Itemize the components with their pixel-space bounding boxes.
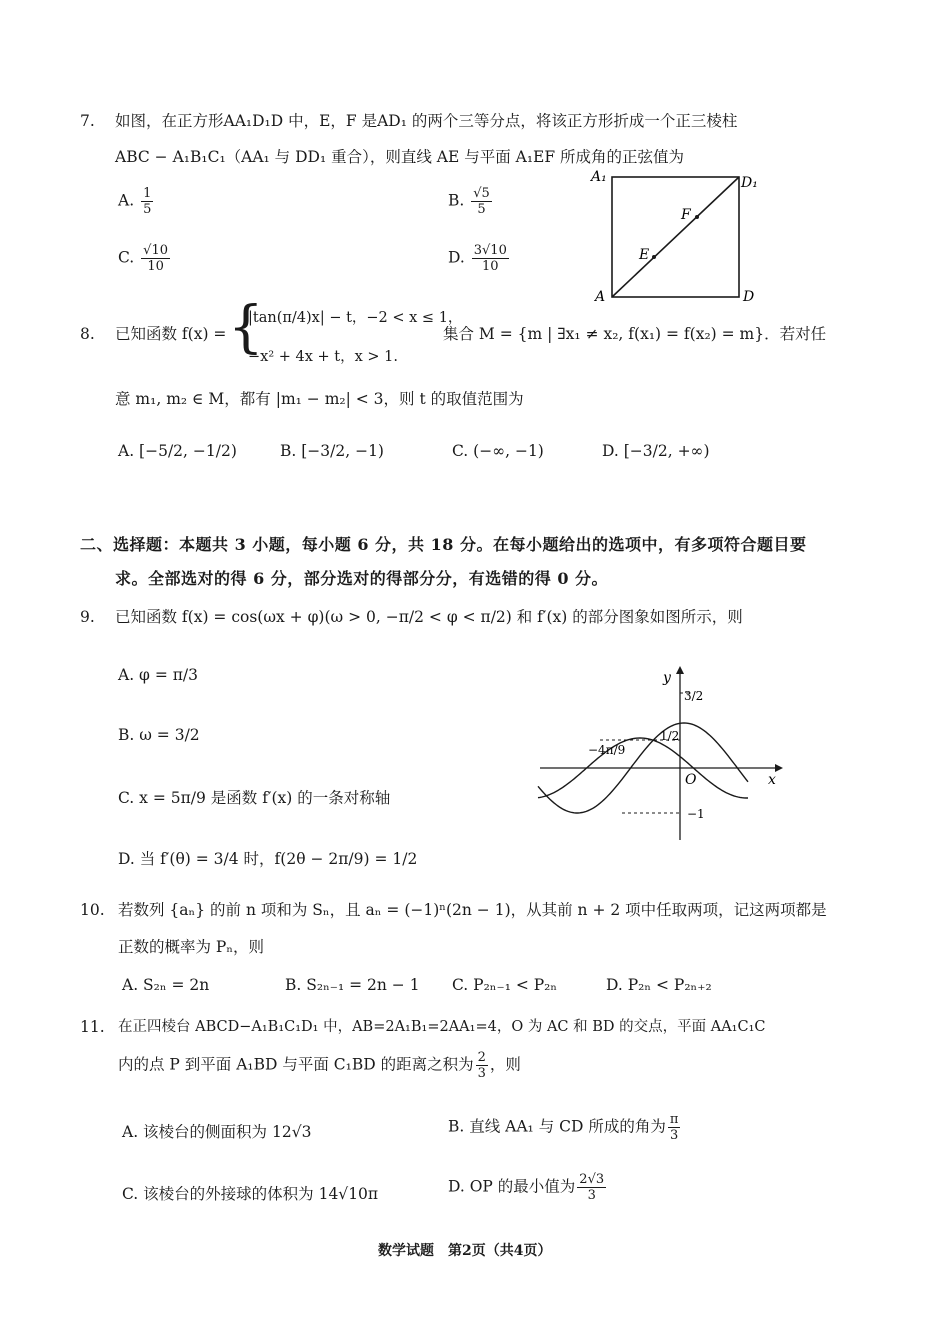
q8-set-text: 集合 M = {m | ∃x₁ ≠ x₂, f(x₁) = f(x₂) = m}．若对任 bbox=[443, 325, 827, 343]
graph-label-o: O bbox=[685, 772, 697, 788]
q11-option-b-text: B. 直线 AA₁ 与 CD 所成的角为 bbox=[448, 1117, 666, 1136]
y-axis-arrow bbox=[676, 666, 684, 674]
label-d1: D₁ bbox=[741, 175, 758, 191]
q8-case1: |tan(π/4)x| − t，−2 < x ≤ 1， bbox=[248, 310, 463, 326]
q7-option-d bbox=[448, 243, 511, 274]
graph-label-3-2: 3/2 bbox=[684, 689, 704, 703]
q7-option-c-label: C. bbox=[118, 248, 135, 267]
q7-stem-line1: 如图，在正方形AA₁D₁D 中，E，F 是AD₁ 的两个三等分点，将该正方形折成一个正三棱柱 bbox=[115, 112, 738, 130]
x-axis-arrow bbox=[775, 764, 783, 772]
q11-option-d-text: D. OP 的最小值为 bbox=[448, 1177, 576, 1196]
q7-option-d-fraction: $\frac{3√10}{10}$ bbox=[473, 243, 507, 274]
q8-lead: 已知函数 f(x) = bbox=[115, 325, 227, 343]
q7-option-a bbox=[118, 186, 155, 217]
q9-stem: 已知函数 f(x) = cos(ωx + φ)(ω > 0, −π/2 < φ < π/2) 和 f′(x) 的部分图象如图所示，则 bbox=[115, 608, 743, 626]
q11-option-d bbox=[448, 1172, 608, 1203]
q11-option-d-fraction: $\frac{2√3}{3}$ bbox=[579, 1172, 605, 1203]
label-f: F bbox=[681, 207, 691, 223]
graph-label-x: x bbox=[768, 772, 776, 788]
section2-heading-line1: 二、选择题：本题共 3 小题，每小题 6 分，共 18 分。在每小题给出的选项中，有多项符合题目要 bbox=[80, 535, 807, 554]
q11-stem-line2-end: ，则 bbox=[489, 1055, 521, 1074]
q10-option-d: D. P₂ₙ < P₂ₙ₊₂ bbox=[606, 976, 712, 994]
q7-option-c-fraction: $\frac{√10}{10}$ bbox=[143, 243, 168, 274]
q10-stem-line2: 正数的概率为 Pₙ，则 bbox=[118, 938, 265, 956]
q9-option-d: D. 当 f′(θ) = 3/4 时，f(2θ − 2π/9) = 1/2 bbox=[118, 850, 418, 868]
q9-option-a: A. φ = π/3 bbox=[118, 666, 199, 684]
point-f bbox=[695, 215, 699, 219]
q7-option-a-label: A. bbox=[118, 191, 135, 210]
q7-square-figure bbox=[585, 165, 775, 310]
section2-heading-line2: 求。全部选对的得 6 分，部分选对的得部分分，有选错的得 0 分。 bbox=[115, 569, 609, 588]
q7-option-c bbox=[118, 243, 172, 274]
q8-option-c: C. (−∞, −1) bbox=[452, 442, 544, 460]
q9-option-c: C. x = 5π/9 是函数 f′(x) 的一条对称轴 bbox=[118, 789, 391, 807]
q7-stem-line2: ABC − A₁B₁C₁（AA₁ 与 DD₁ 重合），则直线 AE 与平面 A₁EF 所成角的正弦值为 bbox=[115, 148, 685, 166]
q11-option-b bbox=[448, 1112, 682, 1143]
q7-option-b bbox=[448, 186, 494, 217]
graph-label-neg1: −1 bbox=[687, 807, 705, 821]
graph-label-y: y bbox=[663, 670, 671, 686]
q11-stem-line2-text: 内的点 P 到平面 A₁BD 与平面 C₁BD 的距离之积为 bbox=[118, 1055, 474, 1074]
label-a: A bbox=[595, 289, 606, 305]
q7-option-d-label: D. bbox=[448, 248, 465, 267]
q8-number: 8. bbox=[80, 325, 95, 343]
q10-stem-line1: 若数列 {aₙ} 的前 n 项和为 Sₙ，且 aₙ = (−1)ⁿ(2n − 1)，从其前 n + 2 项中任取两项，记这两项都是 bbox=[118, 901, 827, 919]
point-e bbox=[652, 255, 656, 259]
q9-graph bbox=[530, 660, 790, 845]
q8-stem-line2: 意 m₁, m₂ ∈ M，都有 |m₁ − m₂| < 3，则 t 的取值范围为 bbox=[115, 390, 524, 408]
q9-option-b: B. ω = 3/2 bbox=[118, 726, 200, 744]
label-a1: A₁ bbox=[591, 169, 607, 185]
graph-label-1-2: 1/2 bbox=[660, 729, 680, 743]
q7-number: 7. bbox=[80, 112, 95, 130]
q11-option-c: C. 该棱台的外接球的体积为 14√10π bbox=[122, 1185, 379, 1203]
q11-number: 11. bbox=[80, 1018, 105, 1036]
diagonal-ad1 bbox=[612, 177, 739, 297]
q11-stem-line2 bbox=[118, 1050, 521, 1081]
q10-number: 10. bbox=[80, 901, 105, 919]
q11-option-b-fraction: $\frac{\pi}{3}$ bbox=[669, 1112, 679, 1143]
q7-option-b-label: B. bbox=[448, 191, 465, 210]
q8-case2: −x² + 4x + t，x > 1. bbox=[248, 349, 398, 365]
q11-stem-fraction: $\frac{2}{3}$ bbox=[477, 1050, 486, 1081]
graph-label-neg-4pi-9: −4π/9 bbox=[588, 743, 626, 757]
q8-option-a: A. [−5/2, −1/2) bbox=[118, 442, 237, 460]
q8-brace: { bbox=[228, 295, 264, 360]
q11-option-a: A. 该棱台的侧面积为 12√3 bbox=[122, 1123, 312, 1141]
q11-stem-line1: 在正四棱台 ABCD−A₁B₁C₁D₁ 中，AB=2A₁B₁=2AA₁=4，O 为 AC 和 BD 的交点，平面 AA₁C₁C bbox=[118, 1019, 766, 1035]
q10-option-b: B. S₂ₙ₋₁ = 2n − 1 bbox=[285, 976, 420, 994]
q8-option-b: B. [−3/2, −1) bbox=[280, 442, 384, 460]
q7-option-a-fraction: $\frac{1}{5}$ bbox=[143, 186, 152, 217]
q10-option-c: C. P₂ₙ₋₁ < P₂ₙ bbox=[452, 976, 558, 994]
q10-option-a: A. S₂ₙ = 2n bbox=[122, 976, 210, 994]
label-d: D bbox=[743, 289, 755, 305]
q9-number: 9. bbox=[80, 608, 95, 626]
label-e: E bbox=[639, 247, 650, 263]
q8-option-d: D. [−3/2, +∞) bbox=[602, 442, 710, 460]
q7-option-b-fraction: $\frac{√5}{5}$ bbox=[473, 186, 490, 217]
page-footer: 数学试题 第2页（共4页） bbox=[378, 1243, 552, 1259]
